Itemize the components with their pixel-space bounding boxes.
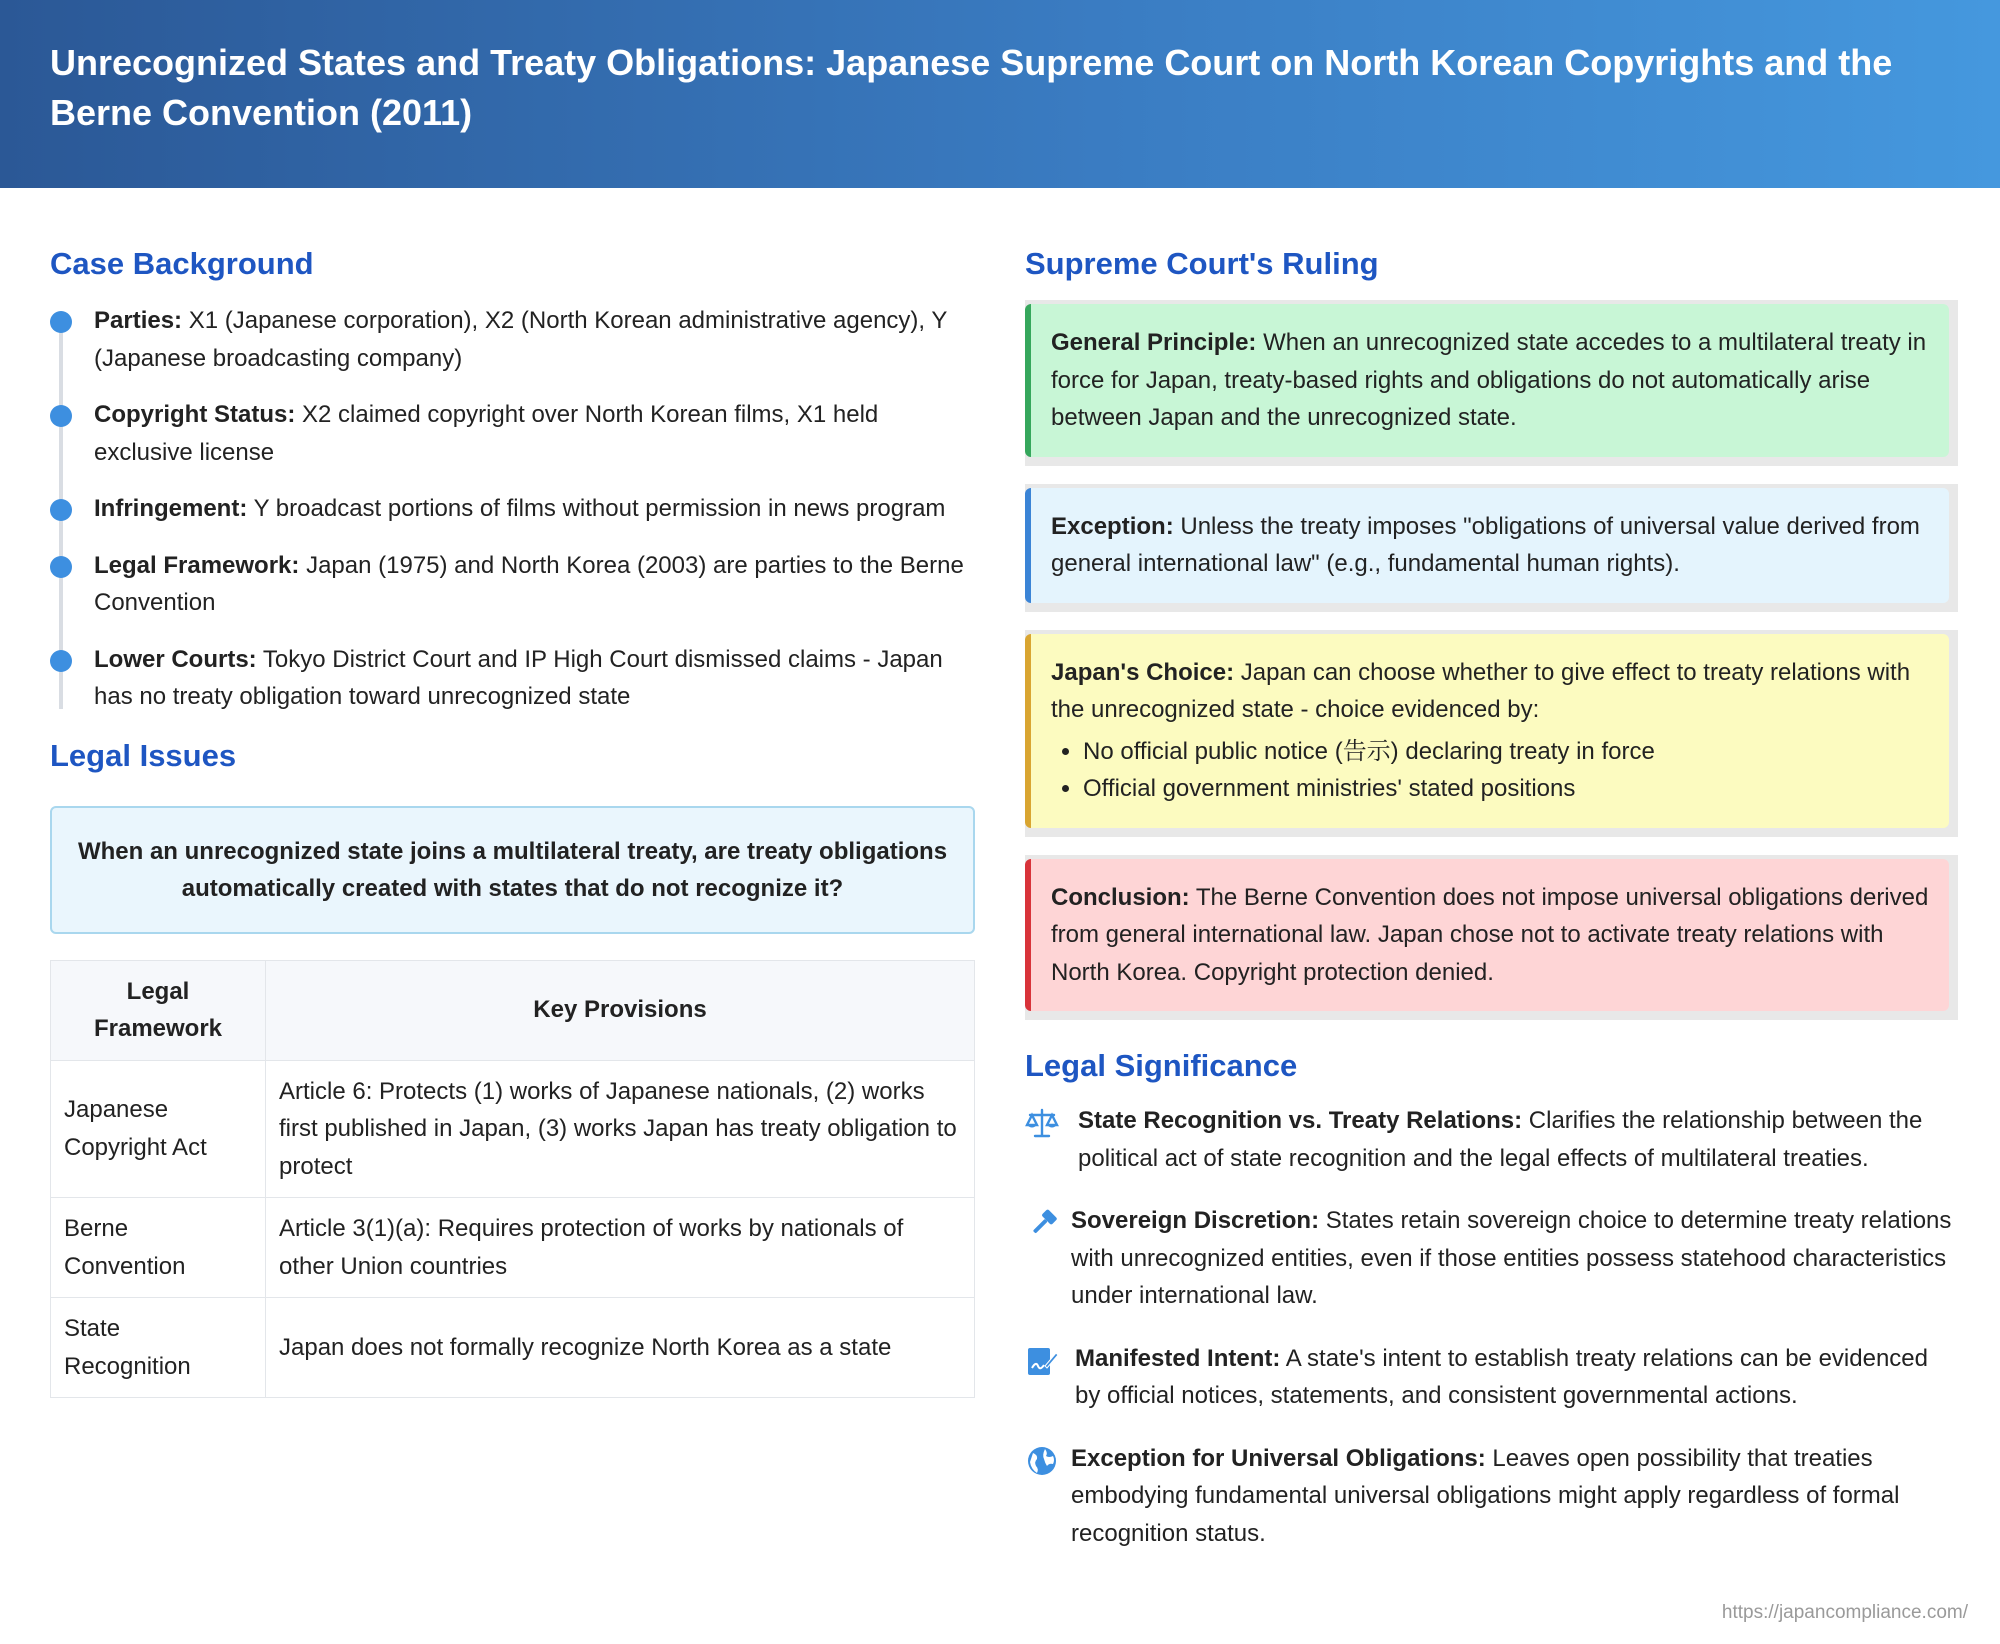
table-cell: Japan does not formally recognize North Korea as a state [266,1298,975,1398]
significance-item [1025,1340,1958,1415]
significance-item-text: Leaves open possibility that treaties embodying fundamental universal obligations might apply regardless of formal recognition status. [1071,1444,1900,1547]
significance-title: Legal Significance [1025,1048,1298,1083]
ruling-box-label: Conclusion: [1051,883,1190,911]
table-cell: Japanese Copyright Act [51,1060,266,1198]
timeline-dot [50,556,72,578]
scales-icon [1025,1106,1059,1140]
ruling-box-label: General Principle: [1051,329,1257,356]
significance-item-label: Exception for Universal Obligations: [1071,1444,1486,1472]
significance-item-text: A state's intent to establish treaty relations can be evidenced by official notices, statements, and consistent governmental actions. [1075,1344,1928,1409]
table-cell: Article 3(1)(a): Requires protection of works by nationals of other Union countries [266,1198,975,1298]
globe-icon [1025,1444,1059,1478]
timeline-dot [50,311,72,333]
ruling-box-japans-choice [1025,630,1958,837]
bullet-item: • Official government ministries' stated positions [1083,770,1929,808]
significance-item-label: State Recognition vs. Treaty Relations: [1078,1107,1523,1134]
ruling-box-label: Exception: [1051,512,1174,540]
table-row [51,1060,975,1198]
ruling-box-content [1025,859,1949,1012]
ruling-box-exception [1025,484,1958,612]
timeline-item-label: Legal Framework: [94,551,300,579]
table-cell: Berne Convention [51,1198,266,1298]
case-background-title: Case Background [50,246,314,281]
timeline-dot [50,405,72,427]
left-column [50,244,975,1398]
legal-framework-table [50,960,975,1399]
right-column [1025,244,1958,1577]
ruling-box-content [1025,488,1949,603]
ruling-box-general-principle [1025,300,1958,466]
timeline-item [94,302,975,377]
timeline-item [94,490,975,528]
timeline-item-label: Copyright Status: [94,401,296,428]
timeline-dot [50,650,72,672]
timeline-item-label: Lower Courts: [94,645,257,673]
ruling-box-content [1025,304,1949,457]
timeline-item-text: Y broadcast portions of films without permission in news program [247,495,946,522]
table-cell: State Recognition [51,1298,266,1398]
timeline-item-text: Tokyo District Court and IP High Court dismissed claims - Japan has no treaty obligation toward unrecognized state [94,645,943,710]
case-background-timeline [50,302,975,716]
bullet-item: • No official public notice (告示) declaring treaty in force [1083,733,1929,771]
ruling-box-conclusion [1025,855,1958,1021]
ruling-box-text: When an unrecognized state accedes to a multilateral treaty in force for Japan, treaty-based rights and obligations do not automatically arise between Japan and the unrecognized state. [1051,329,1927,431]
page-header [0,0,2000,188]
ruling-box-text: Unless the treaty imposes "obligations of universal value derived from general international law" (e.g., fundamental human rights). [1051,512,1920,577]
table-cell: Article 6: Protects (1) works of Japanese nationals, (2) works first published in Japan, (3) works Japan has treaty obligation to protect [266,1060,975,1198]
significance-item-label: Manifested Intent: [1075,1344,1281,1372]
timeline-item [94,547,975,622]
significance-item [1025,1102,1958,1177]
ruling-box-bullet-list [1051,733,1929,808]
ruling-box-text: The Berne Convention does not impose universal obligations derived from general international law. Japan chose not to activate treaty relations with North Korea. Copyright protection denied. [1051,883,1929,986]
significance-item [1025,1440,1958,1553]
ruling-box-label: Japan's Choice: [1051,658,1235,686]
page-title: Unrecognized States and Treaty Obligations: Japanese Supreme Court on North Korean Copyrights and the Berne Convention (2011) [50,42,1893,133]
legal-question-box: When an unrecognized state joins a multilateral treaty, are treaty obligations automatically created with states that do not recognize it? [50,806,975,934]
timeline-item [94,396,975,471]
timeline-item [94,641,975,716]
ruling-title: Supreme Court's Ruling [1025,246,1379,281]
ruling-box-text: Japan can choose whether to give effect to treaty relations with the unrecognized state - choice evidenced by: [1051,658,1911,723]
footer-url: https://japancompliance.com/ [1721,1602,1968,1623]
significance-item-label: Sovereign Discretion: [1071,1207,1320,1234]
table-header-cell: Key Provisions [266,960,975,1060]
main-content [0,188,2000,1644]
timeline-dot [50,499,72,521]
timeline-item-text: X1 (Japanese corporation), X2 (North Korean administrative agency), Y (Japanese broadcasting company) [94,307,947,372]
table-row [51,1298,975,1398]
legal-issues-title: Legal Issues [50,737,237,773]
significance-item-text: Clarifies the relationship between the political act of state recognition and the legal effects of multilateral treaties. [1078,1107,1923,1172]
table-header-cell: Legal Framework [51,960,266,1060]
signature-icon [1025,1344,1059,1378]
significance-item-text: States retain sovereign choice to determine treaty relations with unrecognized entities, even if those entities possess statehood characteristics under international law. [1071,1207,1952,1309]
timeline-item-text: X2 claimed copyright over North Korean films, X1 held exclusive license [94,401,879,466]
gavel-icon [1025,1206,1059,1240]
timeline-item-label: Infringement: [94,495,248,522]
table-row [51,1198,975,1298]
timeline-item-label: Parties: [94,307,183,334]
timeline-item-text: Japan (1975) and North Korea (2003) are parties to the Berne Convention [94,551,964,616]
ruling-box-content [1025,634,1949,828]
table-header-row [51,960,975,1060]
significance-item [1025,1202,1958,1315]
